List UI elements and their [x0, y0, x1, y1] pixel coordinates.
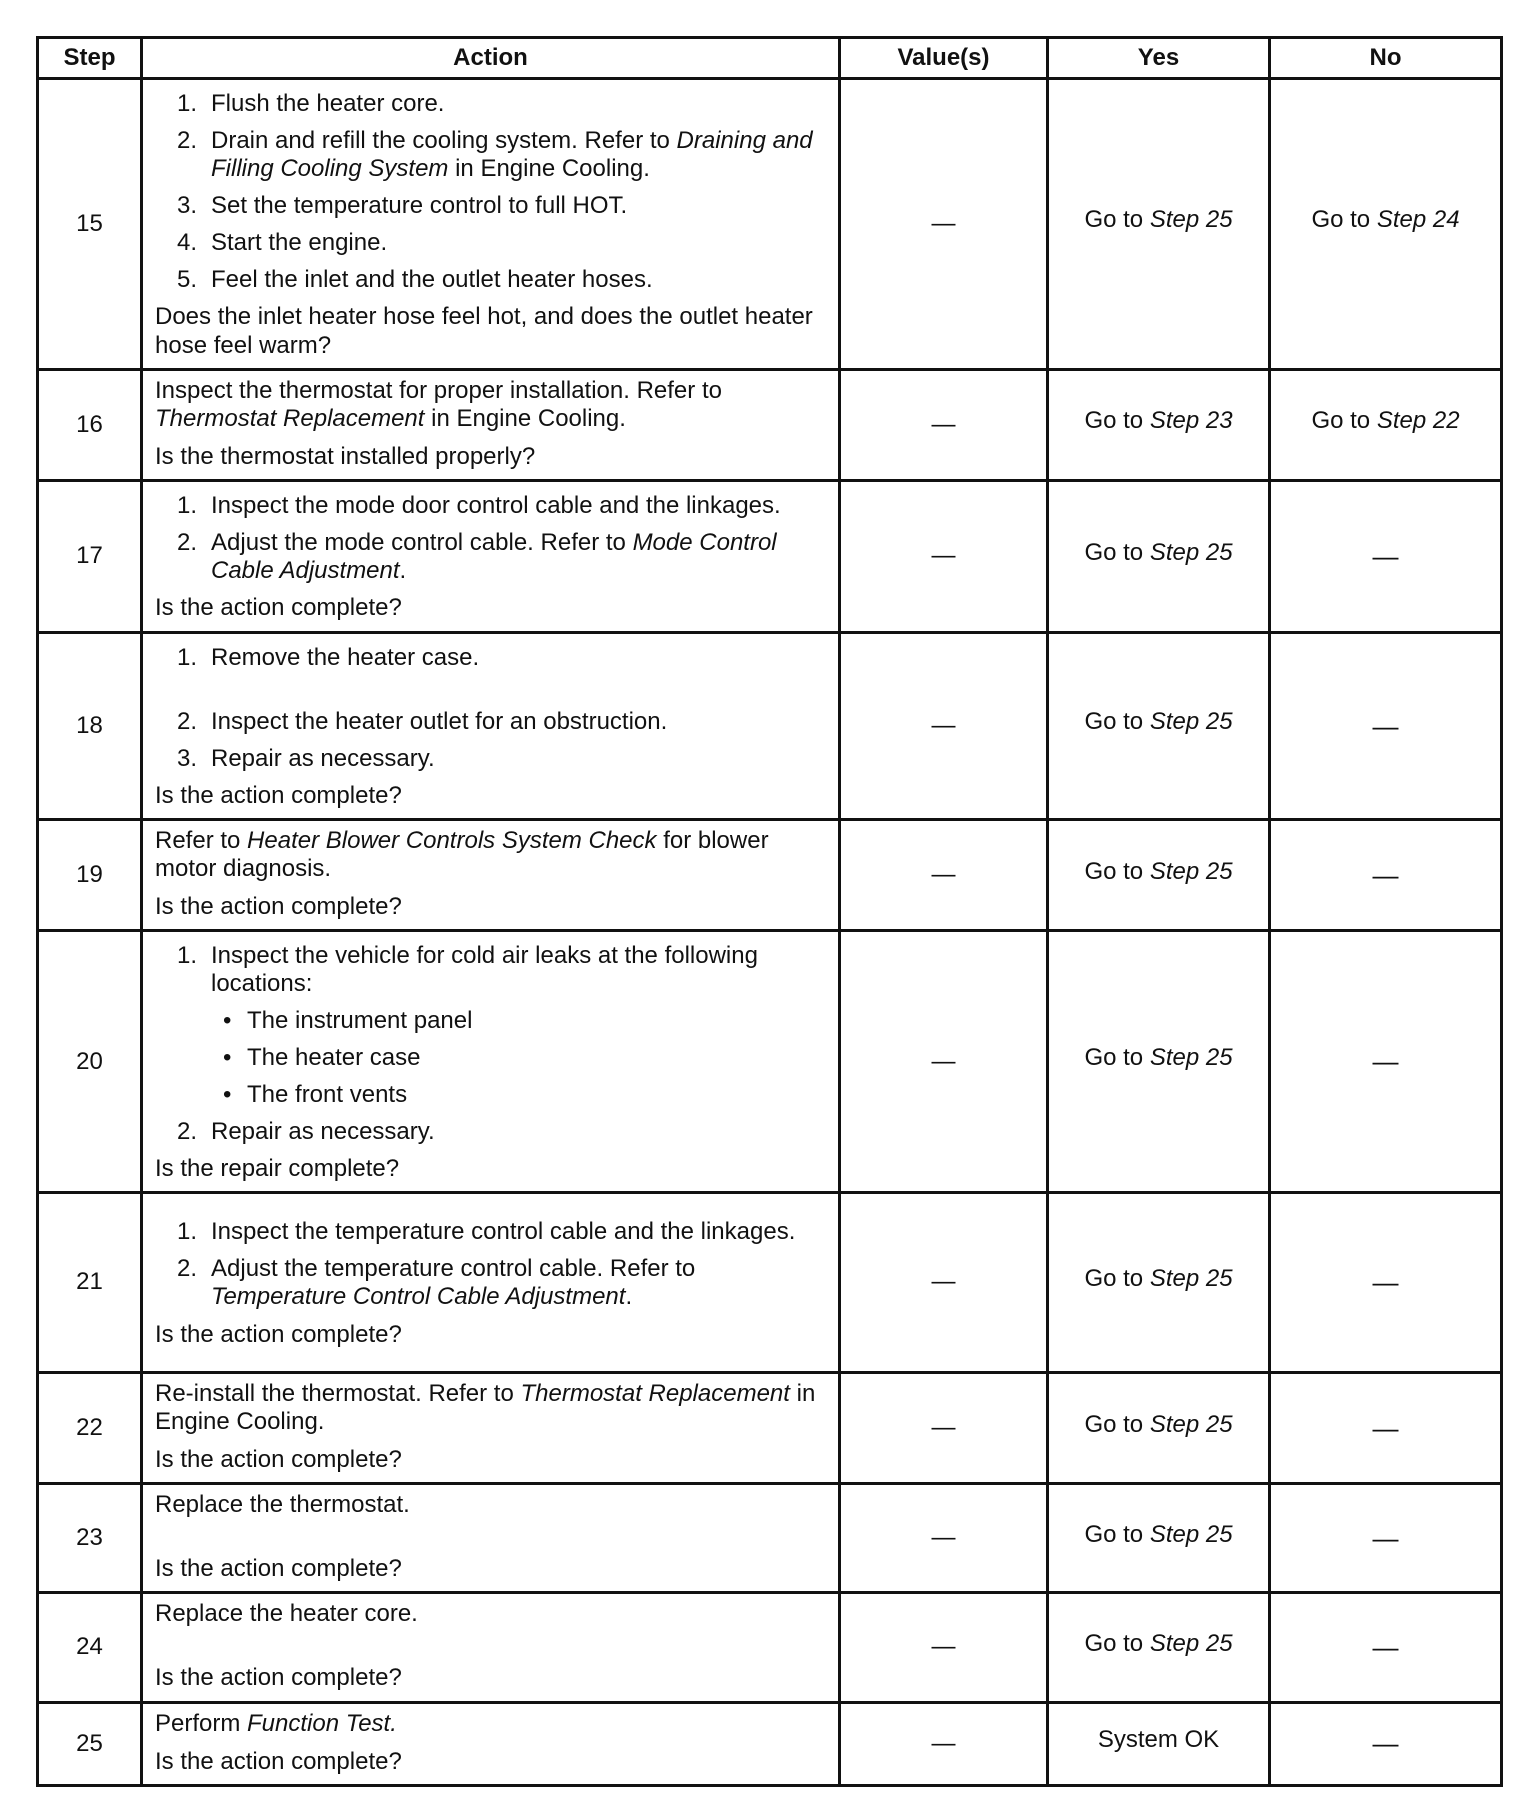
- step-number: 20: [38, 931, 142, 1193]
- value-cell: —: [840, 1372, 1048, 1483]
- yes-cell: [1048, 1372, 1270, 1483]
- header-no: No: [1270, 38, 1502, 79]
- step-number: 18: [38, 632, 142, 819]
- header-yes: Yes: [1048, 38, 1270, 79]
- step-number: 22: [38, 1372, 142, 1483]
- question-text: Is the repair complete?: [155, 1154, 400, 1182]
- yes-cell: [1048, 79, 1270, 370]
- action-text: [155, 377, 828, 433]
- action-cell: [142, 1593, 840, 1702]
- question-text: Is the action complete?: [155, 1446, 402, 1474]
- action-cell: [142, 79, 840, 370]
- step-number: 24: [38, 1593, 142, 1702]
- item-text: .: [625, 1283, 633, 1311]
- yes-link[interactable]: Step 25: [1149, 857, 1233, 885]
- item-number: 2.: [177, 529, 198, 557]
- item-number: 1.: [177, 492, 198, 520]
- table-row: [38, 79, 1502, 370]
- no-cell: —: [1270, 1372, 1502, 1483]
- question-text: Is the thermostat installed properly?: [155, 442, 536, 470]
- value-cell: —: [840, 1484, 1048, 1593]
- question-text: Is the action complete?: [155, 1664, 402, 1692]
- yes-cell: [1048, 1192, 1270, 1372]
- bullet-item: • The instrument panel: [211, 1007, 828, 1035]
- no-cell: [1270, 79, 1502, 370]
- yes-link[interactable]: Step 25: [1149, 1044, 1233, 1072]
- no-link[interactable]: Step 22: [1376, 407, 1460, 435]
- yes-link[interactable]: Step 25: [1149, 708, 1233, 736]
- item-text: Repair as necessary.: [211, 1117, 435, 1145]
- yes-text: Go to: [1084, 1044, 1150, 1072]
- question-text: Does the inlet heater hose feel hot, and does the outlet heater hose feel warm?: [155, 303, 813, 359]
- item-number: 1.: [177, 90, 198, 117]
- step-number: 17: [38, 480, 142, 632]
- item-number: 2.: [177, 1255, 198, 1283]
- action-cell: [142, 820, 840, 931]
- item-text: Start the engine.: [211, 229, 388, 257]
- list-item: [155, 942, 828, 1108]
- question-text: Is the action complete?: [155, 594, 402, 622]
- action-steps: [155, 644, 828, 773]
- yes-cell: System OK: [1048, 1702, 1270, 1785]
- action-cell: [142, 1702, 840, 1785]
- value-cell: —: [840, 1192, 1048, 1372]
- value-cell: —: [840, 79, 1048, 370]
- yes-cell: [1048, 369, 1270, 480]
- no-link[interactable]: Step 24: [1376, 206, 1460, 234]
- value-cell: —: [840, 632, 1048, 819]
- action-cell: [142, 1192, 840, 1372]
- reference-link[interactable]: Mode Control Cable Adjustment: [211, 529, 777, 585]
- action-cell: [142, 931, 840, 1193]
- action-text-part: in Engine Cooling.: [155, 1379, 816, 1436]
- item-text: Adjust the temperature control cable. Refer to: [211, 1255, 696, 1283]
- yes-link[interactable]: Step 23: [1149, 407, 1233, 435]
- item-text: Adjust the mode control cable. Refer to: [211, 529, 633, 557]
- question-text: Is the action complete?: [155, 782, 402, 810]
- no-cell: —: [1270, 1702, 1502, 1785]
- yes-link[interactable]: Step 25: [1149, 1520, 1233, 1548]
- value-cell: —: [840, 820, 1048, 931]
- action-steps: [155, 1218, 828, 1311]
- item-text: in Engine Cooling.: [448, 155, 650, 183]
- action-steps: [155, 90, 828, 294]
- bullet-list: [211, 1007, 828, 1109]
- reference-link[interactable]: Temperature Control Cable Adjustment: [211, 1283, 626, 1311]
- yes-cell: [1048, 1484, 1270, 1593]
- no-cell: —: [1270, 931, 1502, 1193]
- list-item: [155, 192, 828, 220]
- list-item: [155, 90, 828, 118]
- item-text: Inspect the temperature control cable and the linkages.: [211, 1218, 796, 1246]
- question-text: Is the action complete?: [155, 1747, 402, 1775]
- item-number: 5.: [177, 266, 198, 294]
- list-item: [155, 708, 828, 736]
- value-cell: —: [840, 1702, 1048, 1785]
- action-cell: [142, 632, 840, 819]
- step-number: 19: [38, 820, 142, 931]
- item-number: 4.: [177, 229, 198, 257]
- reference-link[interactable]: Thermostat Replacement: [155, 404, 425, 432]
- step-number: 16: [38, 369, 142, 480]
- no-cell: —: [1270, 820, 1502, 931]
- no-cell: —: [1270, 1593, 1502, 1702]
- yes-text: Go to: [1084, 1264, 1150, 1292]
- item-number: 2.: [177, 1117, 198, 1145]
- table-row: [38, 632, 1502, 819]
- yes-link[interactable]: Step 25: [1149, 1410, 1233, 1438]
- no-text: Go to: [1311, 407, 1377, 435]
- question-text: Is the action complete?: [155, 893, 402, 921]
- table-row: [38, 1192, 1502, 1372]
- list-item: [155, 1255, 828, 1311]
- diagnostic-table: [36, 36, 1503, 1787]
- item-text: Inspect the mode door control cable and the linkages.: [211, 492, 781, 520]
- table-row: [38, 369, 1502, 480]
- action-text-part: for blower motor diagnosis.: [155, 827, 769, 883]
- item-number: 1.: [177, 942, 198, 970]
- reference-link[interactable]: Heater Blower Controls System Check: [247, 827, 657, 855]
- header-step: Step: [38, 38, 142, 79]
- item-text: Feel the inlet and the outlet heater hoses.: [211, 266, 653, 294]
- no-cell: —: [1270, 632, 1502, 819]
- reference-link[interactable]: Function Test.: [247, 1709, 397, 1737]
- item-number: 2.: [177, 707, 198, 735]
- no-text: Go to: [1311, 206, 1377, 234]
- action-text-part: Re-install the thermostat. Refer to: [155, 1379, 521, 1407]
- action-text: Replace the heater core.: [155, 1600, 418, 1628]
- step-number: 23: [38, 1484, 142, 1593]
- value-cell: —: [840, 369, 1048, 480]
- bullet-item: • The front vents: [211, 1081, 828, 1109]
- list-item: [155, 745, 828, 773]
- yes-text: Go to: [1084, 1520, 1150, 1548]
- header-action: Action: [142, 38, 840, 79]
- item-number: 3.: [177, 745, 198, 773]
- step-number: 25: [38, 1702, 142, 1785]
- item-text: Set the temperature control to full HOT.: [211, 192, 628, 220]
- item-number: 2.: [177, 127, 198, 155]
- yes-link[interactable]: Step 25: [1149, 538, 1233, 566]
- reference-link[interactable]: Draining and Filling Cooling System: [211, 127, 813, 183]
- reference-link[interactable]: Thermostat Replacement: [520, 1379, 790, 1407]
- item-number: 3.: [177, 192, 198, 220]
- yes-cell: [1048, 1593, 1270, 1702]
- yes-cell: [1048, 931, 1270, 1193]
- value-cell: —: [840, 1593, 1048, 1702]
- list-item: [155, 492, 828, 520]
- yes-text: Go to: [1084, 857, 1150, 885]
- yes-text: Go to: [1084, 1410, 1150, 1438]
- list-item: [155, 1118, 828, 1146]
- action-text-part: Inspect the thermostat for proper installation. Refer to: [155, 376, 722, 404]
- yes-text: Go to: [1084, 206, 1150, 234]
- list-item: [155, 266, 828, 294]
- step-number: 21: [38, 1192, 142, 1372]
- table-row: [38, 1484, 1502, 1593]
- action-cell: [142, 369, 840, 480]
- yes-cell: [1048, 632, 1270, 819]
- yes-link[interactable]: Step 25: [1149, 1264, 1233, 1292]
- item-text: Repair as necessary.: [211, 745, 435, 773]
- table-row: [38, 1372, 1502, 1483]
- action-text-part: in Engine Cooling.: [424, 404, 626, 432]
- yes-cell: [1048, 820, 1270, 931]
- action-cell: [142, 480, 840, 632]
- list-item: [155, 529, 828, 585]
- item-text: Drain and refill the cooling system. Refer to: [211, 127, 677, 155]
- list-item: [155, 229, 828, 257]
- yes-text: Go to: [1084, 407, 1150, 435]
- table-row: [38, 1702, 1502, 1785]
- no-cell: —: [1270, 480, 1502, 632]
- action-text-part: Refer to: [155, 827, 248, 855]
- yes-link[interactable]: Step 25: [1149, 206, 1233, 234]
- no-cell: —: [1270, 1192, 1502, 1372]
- table-row: [38, 1593, 1502, 1702]
- list-item: [155, 1218, 828, 1246]
- header-values: Value(s): [840, 38, 1048, 79]
- action-cell: [142, 1372, 840, 1483]
- item-text: Remove the heater case.: [211, 643, 480, 671]
- item-text: Inspect the vehicle for cold air leaks at the following locations:: [211, 942, 758, 998]
- value-cell: —: [840, 480, 1048, 632]
- item-number: 1.: [177, 643, 198, 671]
- value-cell: —: [840, 931, 1048, 1193]
- action-steps: [155, 492, 828, 585]
- no-cell: [1270, 369, 1502, 480]
- no-cell: —: [1270, 1484, 1502, 1593]
- list-item: [155, 127, 828, 183]
- table-row: [38, 931, 1502, 1193]
- item-number: 1.: [177, 1218, 198, 1246]
- yes-link[interactable]: Step 25: [1149, 1629, 1233, 1657]
- yes-text: Go to: [1084, 538, 1150, 566]
- action-text: [155, 827, 828, 883]
- action-cell: [142, 1484, 840, 1593]
- yes-text: Go to: [1084, 1629, 1150, 1657]
- action-text: Replace the thermostat.: [155, 1491, 410, 1519]
- action-text-part: Perform: [155, 1709, 248, 1737]
- table-row: [38, 820, 1502, 931]
- header-row: [38, 38, 1502, 79]
- step-number: 15: [38, 79, 142, 370]
- question-text: Is the action complete?: [155, 1555, 402, 1583]
- action-text: [155, 1710, 828, 1738]
- table-row: [38, 480, 1502, 632]
- question-text: Is the action complete?: [155, 1320, 402, 1348]
- action-text: [155, 1380, 828, 1436]
- list-item: [155, 644, 828, 672]
- item-text: Inspect the heater outlet for an obstruction.: [211, 707, 668, 735]
- yes-text: Go to: [1084, 708, 1150, 736]
- item-text: Flush the heater core.: [211, 90, 445, 117]
- bullet-item: • The heater case: [211, 1044, 828, 1072]
- yes-cell: [1048, 480, 1270, 632]
- item-text: .: [399, 557, 407, 585]
- action-steps: [155, 942, 828, 1145]
